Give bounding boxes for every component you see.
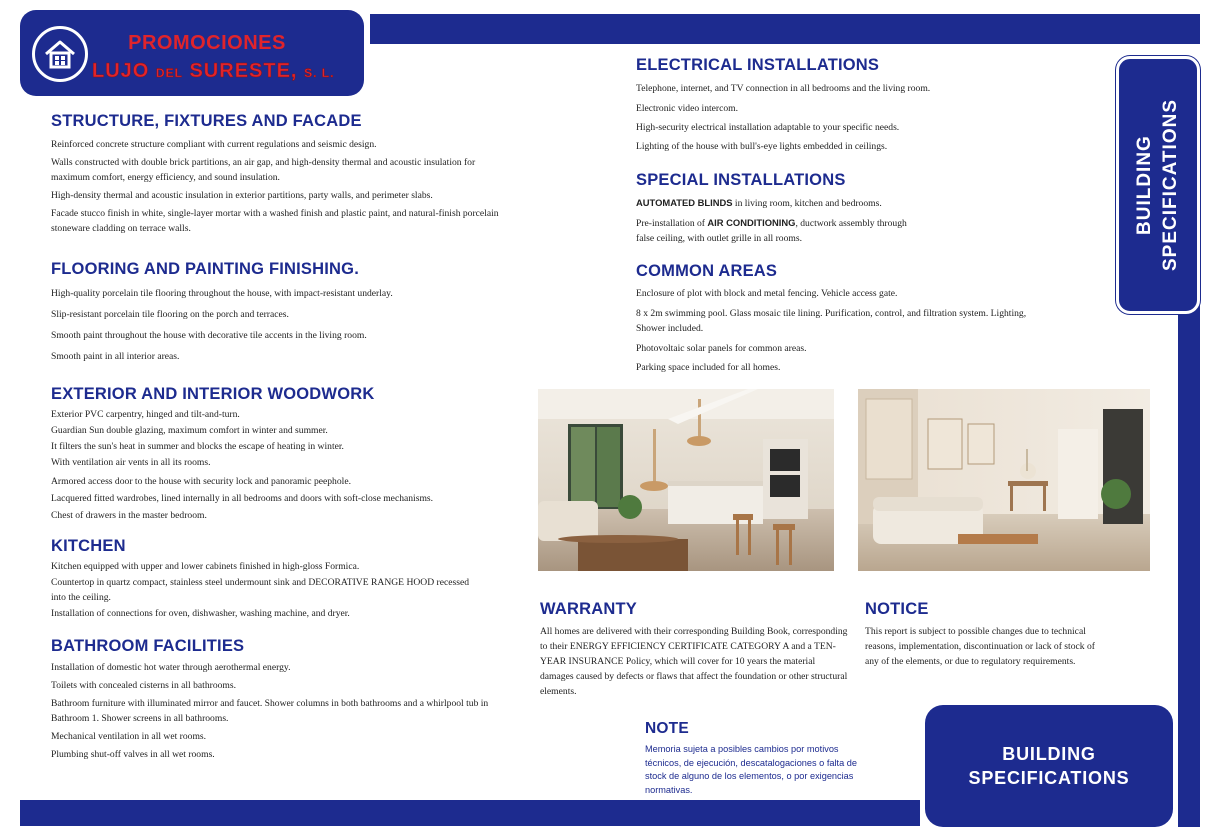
- bathroom-item: Toilets with concealed cisterns in all bathrooms.: [51, 680, 237, 691]
- flooring-heading: FLOORING AND PAINTING FINISHING.: [51, 260, 359, 278]
- woodwork-heading: EXTERIOR AND INTERIOR WOODWORK: [51, 385, 375, 403]
- note-heading: NOTE: [645, 720, 689, 737]
- bathroom-section: [51, 660, 511, 762]
- woodwork-item: With ventilation air vents in all its rooms.: [51, 457, 211, 468]
- notice-section: [865, 624, 1100, 669]
- special-section: [636, 195, 926, 246]
- structure-item: Walls constructed with double brick partitions, an air gap, and high-density thermal and acoustic insulation for maximum comfort, energy efficiency, and sound insulation.: [51, 157, 476, 183]
- structure-heading: STRUCTURE, FIXTURES AND FACADE: [51, 112, 362, 130]
- warranty-text: All homes are delivered with their corresponding Building Book, corresponding to their ENERGY EFFICIENCY CERTIFICATE CATEGORY A and a TEN-YEAR INSURANCE Policy, which will cover for 10 years the material damages caused by defects or flaws that affect the foundation or other structural elements.: [540, 626, 848, 697]
- electrical-item: Lighting of the house with bull's-eye lights embedded in ceilings.: [636, 141, 888, 152]
- bathroom-item: Plumbing shut-off valves in all wet rooms.: [51, 749, 215, 760]
- bathroom-item: Bathroom furniture with illuminated mirror and faucet. Shower columns in both bathrooms and a whirlpool tub in Bathroom 1. Shower screens in all bathrooms.: [51, 698, 489, 724]
- electrical-item: Telephone, internet, and TV connection in all bedrooms and the living room.: [636, 83, 931, 94]
- special-item-ac: Pre-installation of AIR CONDITIONING, ductwork assembly through false ceiling, with outlet grille in all rooms.: [636, 217, 907, 244]
- kitchen-item: Kitchen equipped with upper and lower cabinets finished in high-gloss Formica.: [51, 561, 360, 572]
- common-item: Parking space included for all homes.: [636, 362, 781, 373]
- kitchen-heading: KITCHEN: [51, 537, 126, 555]
- notice-heading: NOTICE: [865, 600, 929, 618]
- warranty-heading: WARRANTY: [540, 600, 637, 618]
- electrical-heading: ELECTRICAL INSTALLATIONS: [636, 56, 880, 74]
- note-section: [645, 743, 870, 797]
- woodwork-item: It filters the sun's heat in summer and blocks the escape of heating in winter.: [51, 441, 344, 452]
- structure-section: [51, 137, 511, 236]
- common-section: [636, 286, 1046, 375]
- notice-text: This report is subject to possible changes due to technical reasons, implementation, discontinuation or lack of stock of any of the elements, or due to regulatory requirements.: [865, 626, 1095, 667]
- common-item: Enclosure of plot with block and metal fencing. Vehicle access gate.: [636, 288, 898, 299]
- warranty-section: [540, 624, 850, 699]
- electrical-item: High-security electrical installation adaptable to your specific needs.: [636, 122, 900, 133]
- structure-item: Facade stucco finish in white, single-layer mortar with a washed finish and plastic paint, and natural-finish porcelain stoneware cladding on terrace walls.: [51, 208, 499, 234]
- woodwork-item: Chest of drawers in the master bedroom.: [51, 510, 207, 521]
- flooring-item: High-quality porcelain tile flooring throughout the house, with impact-resistant underlay.: [51, 288, 393, 299]
- common-heading: COMMON AREAS: [636, 262, 778, 280]
- woodwork-section: [51, 407, 511, 523]
- common-item: Photovoltaic solar panels for common areas.: [636, 343, 807, 354]
- flooring-item: Smooth paint throughout the house with decorative tile accents in the living room.: [51, 330, 367, 341]
- woodwork-item: Guardian Sun double glazing, maximum comfort in winter and summer.: [51, 425, 328, 436]
- flooring-item: Smooth paint in all interior areas.: [51, 351, 180, 362]
- note-text: Memoria sujeta a posibles cambios por motivos técnicos, de ejecución, descatalogaciones o falta de stock de alguno de los elementos, o por exigencias normativas.: [645, 744, 857, 795]
- right-rail-bar: [1178, 300, 1200, 827]
- living-room-photo: [858, 389, 1150, 571]
- kitchen-item: Countertop in quartz compact, stainless steel undermount sink and DECORATIVE RANGE HOOD recessed into the ceiling.: [51, 577, 470, 603]
- kitchen-living-photo: [538, 389, 834, 571]
- bathroom-item: Mechanical ventilation in all wet rooms.: [51, 731, 207, 742]
- structure-item: High-density thermal and acoustic insulation in exterior partitions, party walls, and perimeter slabs.: [51, 190, 433, 201]
- side-title-label: BUILDING SPECIFICATIONS: [1134, 99, 1181, 271]
- woodwork-item: Lacquered fitted wardrobes, lined internally in all bedrooms and doors with soft-close mechanisms.: [51, 493, 434, 504]
- bathroom-heading: BATHROOM FACILITIES: [51, 637, 245, 655]
- common-item: 8 x 2m swimming pool. Glass mosaic tile lining. Purification, control, and filtration system. Lighting, Shower included.: [636, 308, 1027, 334]
- logo-company-name: LUJO DEL SURESTE, S. L.: [92, 60, 335, 82]
- bottom-title-line1: BUILDING: [1002, 744, 1096, 764]
- bottom-title-box: [925, 705, 1173, 827]
- structure-item: Reinforced concrete structure compliant with current regulations and seismic design.: [51, 139, 377, 150]
- special-heading: SPECIAL INSTALLATIONS: [636, 171, 846, 189]
- bathroom-item: Installation of domestic hot water through aerothermal energy.: [51, 662, 291, 673]
- electrical-item: Electronic video intercom.: [636, 103, 739, 114]
- flooring-section: [51, 286, 511, 364]
- house-logo-icon: [32, 26, 88, 82]
- electrical-section: [636, 81, 1096, 154]
- kitchen-item: Installation of connections for oven, dishwasher, washing machine, and dryer.: [51, 608, 350, 619]
- kitchen-section: [51, 559, 511, 621]
- flooring-item: Slip-resistant porcelain tile flooring on the porch and terraces.: [51, 309, 289, 320]
- bottom-banner-bar: [20, 800, 920, 826]
- top-banner-bar: [370, 14, 1200, 44]
- special-item-blinds: AUTOMATED BLINDS in living room, kitchen and bedrooms.: [636, 197, 882, 209]
- logo-promociones-text: PROMOCIONES: [128, 32, 286, 54]
- bottom-title-line2: SPECIFICATIONS: [968, 768, 1130, 788]
- woodwork-item: Armored access door to the house with security lock and panoramic peephole.: [51, 476, 351, 487]
- woodwork-item: Exterior PVC carpentry, hinged and tilt-and-turn.: [51, 409, 240, 420]
